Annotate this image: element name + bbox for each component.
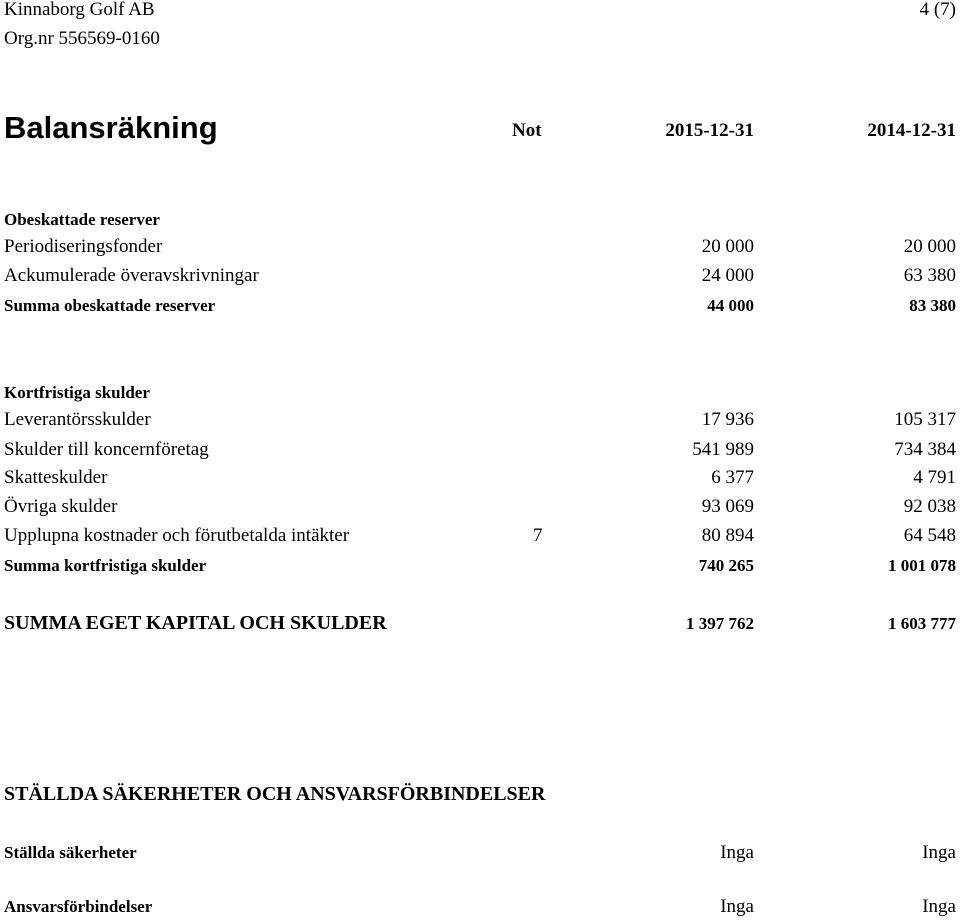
org-number: Org.nr 556569-0160 — [4, 28, 160, 49]
company-name: Kinnaborg Golf AB — [4, 0, 155, 20]
row-label: Ackumulerade överavskrivningar — [4, 265, 259, 286]
table-row — [0, 496, 960, 522]
row-label: Ansvarsförbindelser — [4, 897, 153, 916]
row-value-2015: Inga — [720, 842, 754, 863]
column-header-2014: 2014-12-31 — [867, 120, 956, 141]
row-value-2014: Inga — [922, 842, 956, 863]
section-heading-label: Kortfristiga skulder — [4, 383, 150, 402]
section-heading-untaxed-reserves — [0, 210, 960, 236]
section-heading-pledges — [0, 783, 960, 809]
row-value-2014: 64 548 — [903, 525, 956, 546]
table-row — [0, 439, 960, 465]
table-row — [0, 467, 960, 493]
row-value-2015: 17 936 — [701, 409, 754, 430]
row-value-2015: 541 989 — [692, 439, 754, 460]
table-row — [0, 236, 960, 262]
sum-row-untaxed-reserves — [0, 296, 960, 322]
row-label: Övriga skulder — [4, 496, 118, 517]
grand-total-value-2015: 1 397 762 — [686, 614, 754, 633]
row-value-2014: 63 380 — [903, 265, 956, 286]
page-number: 4 (7) — [919, 0, 956, 20]
grand-total-row — [0, 612, 960, 638]
row-value-2014: 105 317 — [894, 409, 956, 430]
section-heading-label: STÄLLDA SÄKERHETER OCH ANSVARSFÖRBINDELSER — [4, 783, 546, 805]
table-row — [0, 265, 960, 291]
column-header-note: Not — [512, 120, 542, 141]
table-row — [0, 409, 960, 435]
grand-total-value-2014: 1 603 777 — [888, 614, 956, 633]
table-row — [0, 842, 960, 868]
row-value-2015: 20 000 — [701, 236, 754, 257]
sum-label: Summa obeskattade reserver — [4, 296, 216, 315]
sum-value-2014: 83 380 — [909, 296, 956, 315]
sum-value-2015: 44 000 — [707, 296, 754, 315]
row-label: Upplupna kostnader och förutbetalda intäkter — [4, 525, 350, 546]
row-label: Ställda säkerheter — [4, 843, 137, 862]
section-heading-current-liabilities — [0, 383, 960, 409]
table-row — [0, 896, 960, 922]
sum-label: Summa kortfristiga skulder — [4, 556, 207, 575]
section-heading-label: Obeskattade reserver — [4, 210, 160, 229]
column-header-2015: 2015-12-31 — [665, 120, 754, 141]
row-value-2014: Inga — [922, 896, 956, 917]
sum-value-2015: 740 265 — [698, 556, 754, 575]
table-row — [0, 525, 960, 551]
row-value-2015: 80 894 — [701, 525, 754, 546]
row-label: Skatteskulder — [4, 467, 108, 488]
row-value-2015: 6 377 — [711, 467, 754, 488]
row-value-2014: 92 038 — [903, 496, 956, 517]
row-label: Leverantörsskulder — [4, 409, 151, 430]
row-value-2015: 93 069 — [701, 496, 754, 517]
row-value-2014: 734 384 — [894, 439, 956, 460]
page-title: Balansräkning — [4, 110, 218, 145]
sum-row-current-liabilities — [0, 556, 960, 582]
row-note-ref: 7 — [533, 525, 543, 546]
grand-total-label: SUMMA EGET KAPITAL OCH SKULDER — [4, 612, 387, 634]
row-value-2015: 24 000 — [701, 265, 754, 286]
sum-value-2014: 1 001 078 — [888, 556, 956, 575]
row-value-2014: 20 000 — [903, 236, 956, 257]
row-label: Skulder till koncernföretag — [4, 439, 209, 460]
row-label: Periodiseringsfonder — [4, 236, 163, 257]
row-value-2015: Inga — [720, 896, 754, 917]
row-value-2014: 4 791 — [913, 467, 956, 488]
